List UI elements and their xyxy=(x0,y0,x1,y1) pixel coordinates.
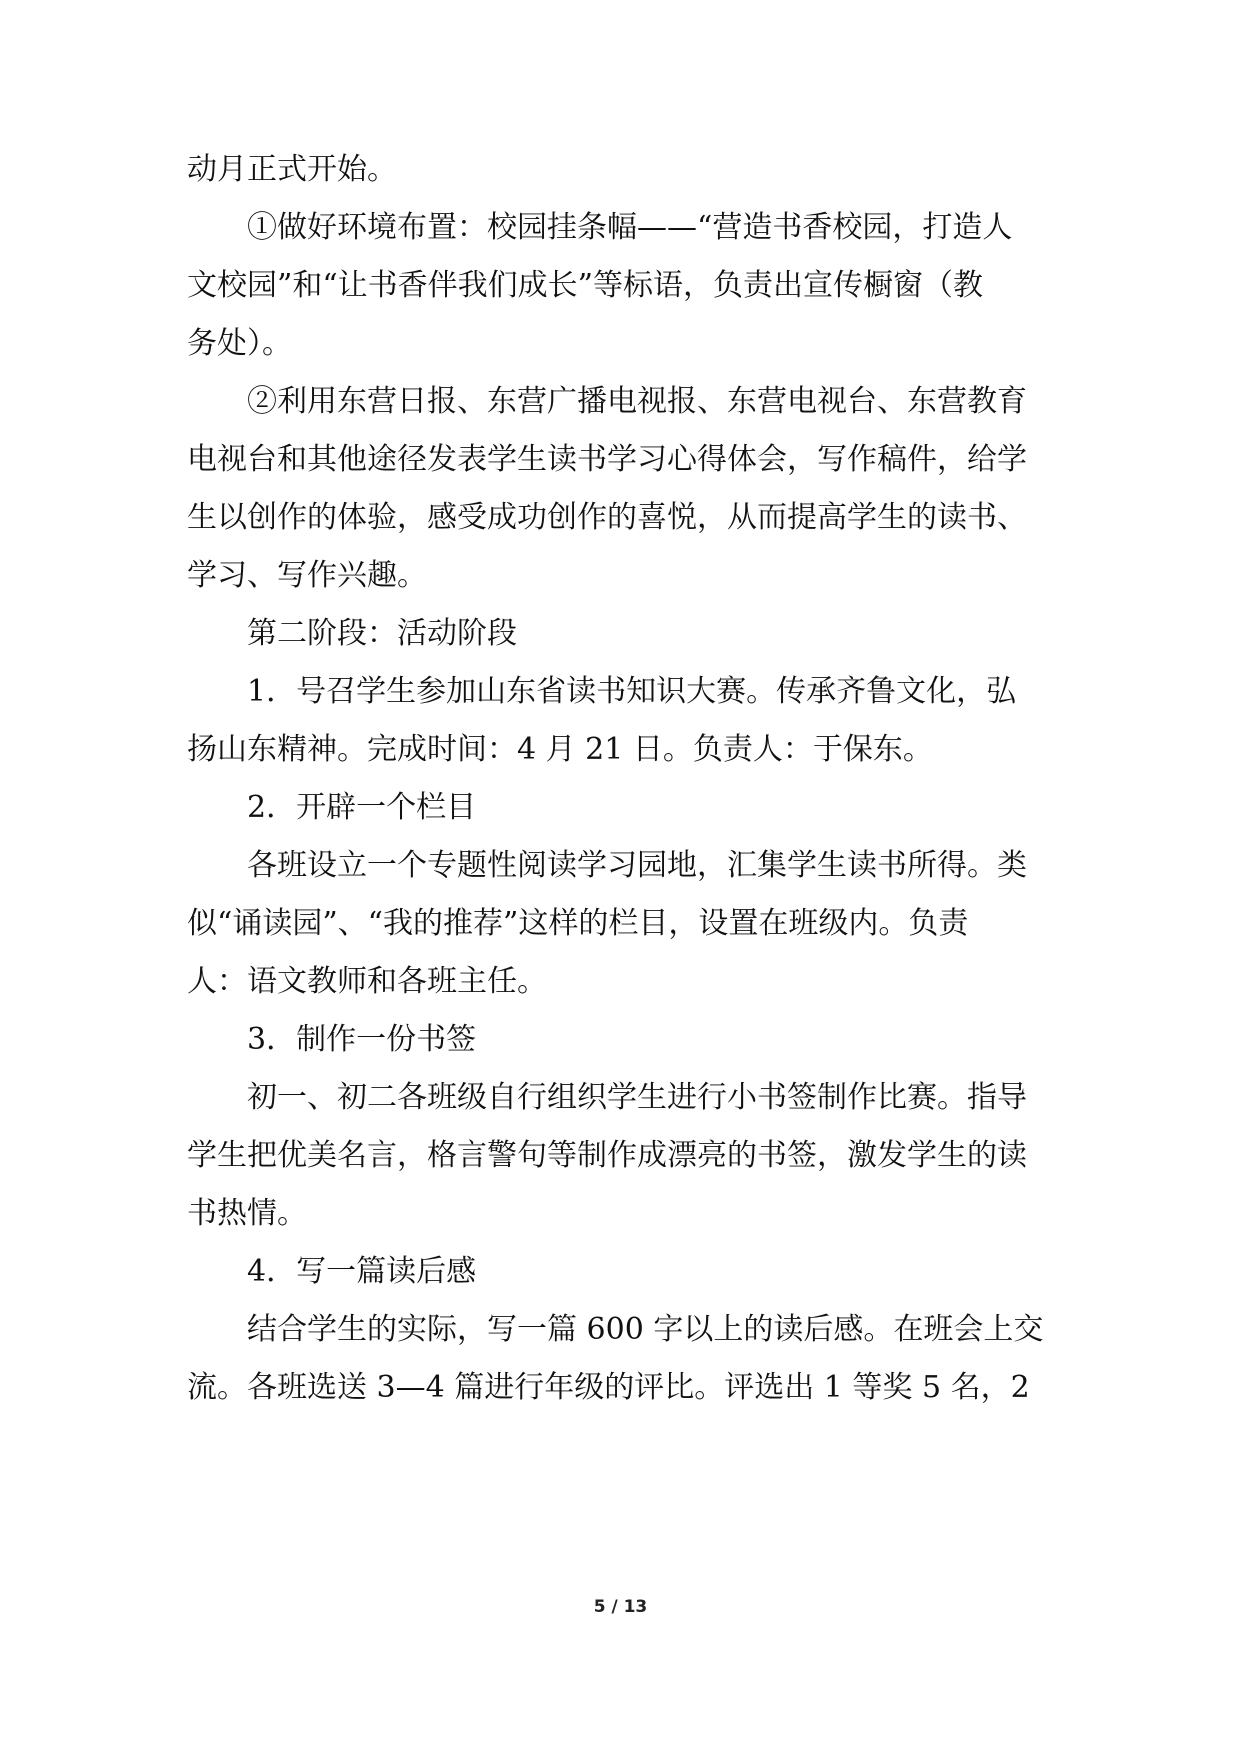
paragraph-line: 各班设立一个专题性阅读学习园地，汇集学生读书所得。类 xyxy=(247,848,1027,883)
paragraph-line: 务处）。 xyxy=(187,326,292,361)
paragraph-line: 电视台和其他途径发表学生读书学习心得体会，写作稿件，给学 xyxy=(187,442,1027,477)
paragraph-line: 生以创作的体验，感受成功创作的喜悦，从而提高学生的读书、 xyxy=(187,500,1027,535)
paragraph-line: 学习、写作兴趣。 xyxy=(187,558,427,593)
paragraph-line: 人：语文教师和各班主任。 xyxy=(187,964,547,999)
paragraph-line: 书热情。 xyxy=(187,1196,307,1231)
paragraph-line: 扬山东精神。完成时间：4 月 21 日。负责人：于保东。 xyxy=(187,732,933,767)
item-heading: 3．制作一份书签 xyxy=(247,1022,477,1057)
paragraph-line: 动月正式开始。 xyxy=(187,152,397,187)
paragraph-line: ①做好环境布置：校园挂条幅——“营造书香校园，打造人 xyxy=(247,210,1013,245)
paragraph-line: ②利用东营日报、东营广播电视报、东营电视台、东营教育 xyxy=(247,384,1027,419)
paragraph-line: 结合学生的实际，写一篇 600 字以上的读后感。在班会上交 xyxy=(247,1312,1044,1347)
paragraph-line: 1．号召学生参加山东省读书知识大赛。传承齐鲁文化，弘 xyxy=(247,674,1017,709)
page-number: 5 / 13 xyxy=(593,1597,648,1617)
paragraph-line: 学生把优美名言，格言警句等制作成漂亮的书签，激发学生的读 xyxy=(187,1138,1027,1173)
paragraph-line: 流。各班选送 3—4 篇进行年级的评比。评选出 1 等奖 5 名，2 xyxy=(187,1370,1030,1405)
section-heading: 第二阶段：活动阶段 xyxy=(247,616,517,651)
item-heading: 4．写一篇读后感 xyxy=(247,1254,477,1289)
paragraph-line: 似“诵读园”、“我的推荐”这样的栏目，设置在班级内。负责 xyxy=(187,906,969,941)
item-heading: 2．开辟一个栏目 xyxy=(247,790,477,825)
paragraph-line: 初一、初二各班级自行组织学生进行小书签制作比赛。指导 xyxy=(247,1080,1027,1115)
paragraph-line: 文校园”和“让书香伴我们成长”等标语，负责出宣传橱窗（教 xyxy=(187,268,984,303)
